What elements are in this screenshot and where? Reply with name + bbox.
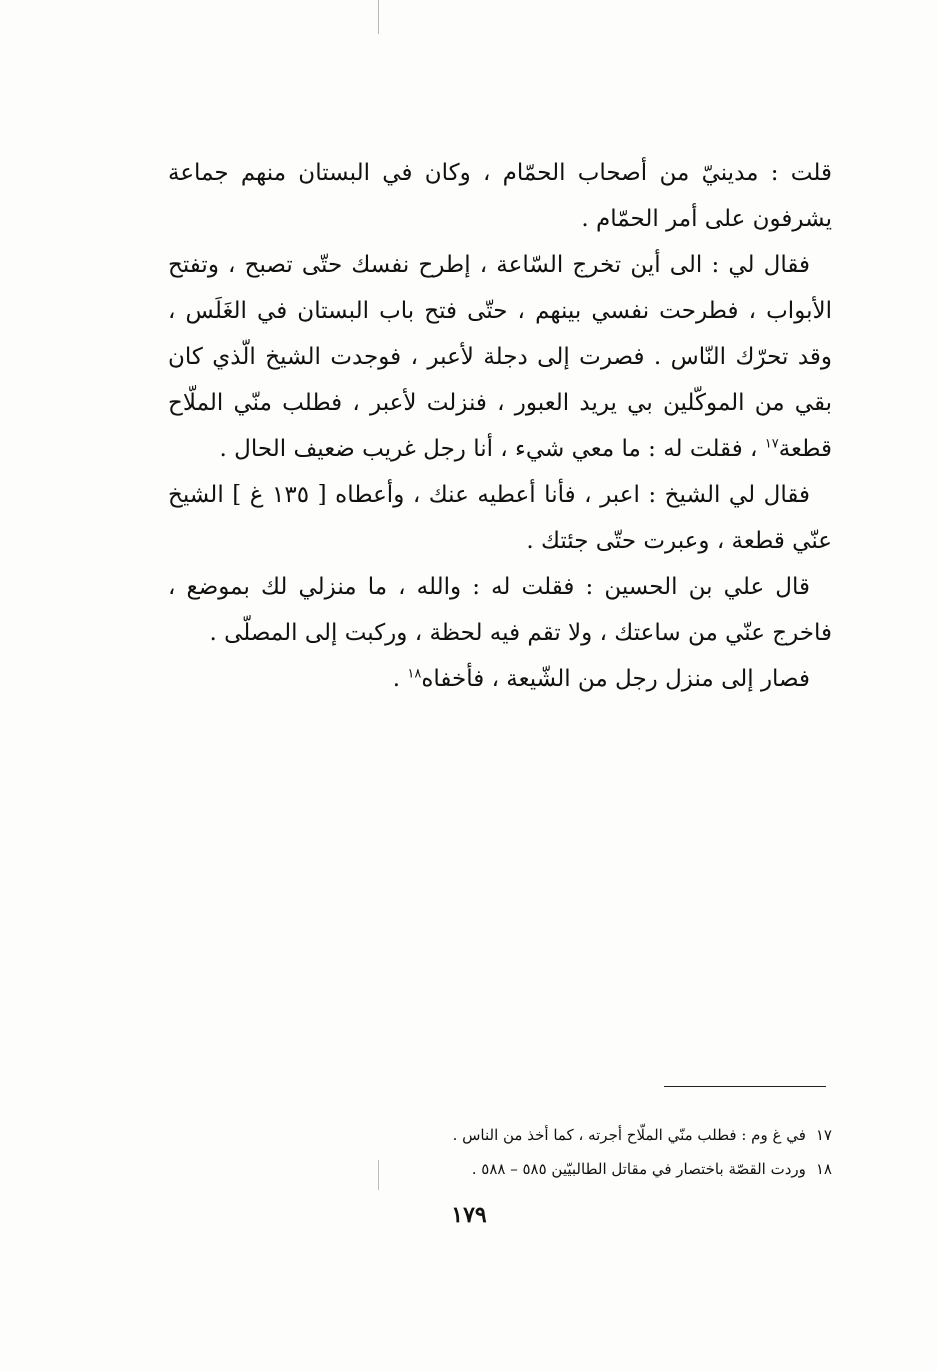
- footnote-text: وردت القصّة باختصار في مقاتل الطالبيّين ٥٨٥ – ٥٨٨ .: [471, 1160, 806, 1178]
- paragraph-2-text: فقال لي : الى أين تخرج السّاعة ، إطرح نفسك حتّى تصبح ، وتفتح الأبواب ، فطرحت نفسي بينهم ، حتّى فتح باب البستان في الغَلَس ، وقد تحرّك النّاس . فصرت إلى دجلة لأعبر ، فوجدت الشيخ الّذي كان بقي من الموكّلين بي يريد العبور ، فنزلت لأعبر ، فطلب منّي الملّاح قطعة: [168, 252, 832, 462]
- footnotes: [168, 1118, 832, 1186]
- footnote-separator: [664, 1086, 826, 1087]
- footnote-ref-18[interactable]: ١٨: [407, 666, 422, 682]
- footnote-number: ١٨: [815, 1160, 832, 1178]
- paragraph-2: [168, 242, 832, 472]
- footnote-18: [168, 1152, 832, 1186]
- binding-shadow-top: [378, 0, 379, 34]
- paragraph-2-tail: ، فقلت له : ما معي شيء ، أنا رجل غريب ضعيف الحال .: [219, 436, 758, 462]
- footnote-17: [168, 1118, 832, 1152]
- paragraph-5-text: فصار إلى منزل رجل من الشّيعة ، فأخفاه: [421, 666, 810, 692]
- footnote-ref-17[interactable]: ١٧: [764, 436, 779, 452]
- paragraph-4: قال علي بن الحسين : فقلت له : والله ، ما منزلي لك بموضع ، فاخرج عنّي من ساعتك ، ولا تقم فيه لحظة ، وركبت إلى المصلّى .: [168, 574, 832, 646]
- paragraph-3: فقال لي الشيخ : اعبر ، فأنا أعطيه عنك ، وأعطاه [ ١٣٥ غ ] الشيخ عنّي قطعة ، وعبرت حتّى جئتك .: [168, 482, 832, 554]
- binding-shadow-bottom: [378, 1160, 379, 1190]
- paragraph-5-end: .: [392, 666, 401, 692]
- footnote-number: ١٧: [815, 1126, 832, 1144]
- paragraph-1: قلت : مدينيّ من أصحاب الحمّام ، وكان في البستان منهم جماعة يشرفون على أمر الحمّام .: [168, 160, 832, 232]
- main-text: [168, 150, 832, 702]
- footnote-text: في غ وم : فطلب منّي الملّاح أجرته ، كما أخذ من الناس .: [452, 1126, 806, 1144]
- page-number: ١٧٩: [451, 1202, 487, 1228]
- paragraph-5: [168, 656, 832, 702]
